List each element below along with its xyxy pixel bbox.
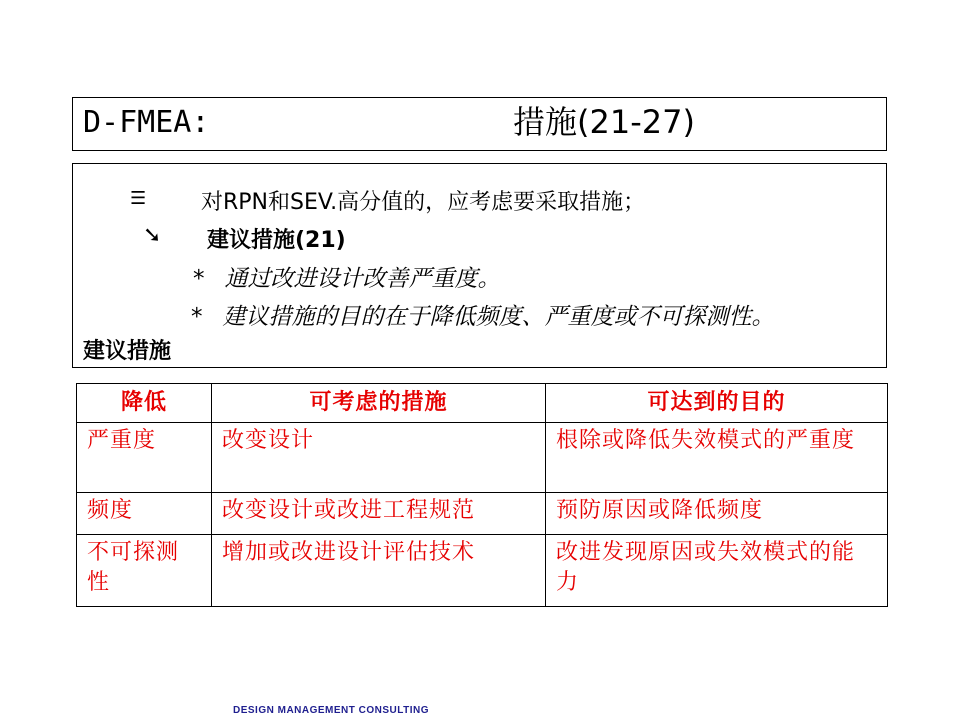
table-header-row (77, 384, 888, 423)
asterisk-bullet: * (191, 304, 203, 330)
table-row (77, 423, 888, 493)
table-cell: 不可探测性 (77, 535, 212, 607)
content-line-4-text: 建议措施的目的在于降低频度、严重度或不可探测性。 (222, 304, 775, 330)
content-line-2: 建议措施(21) (207, 228, 346, 253)
title-text: 措施(21-27) (513, 103, 695, 141)
title-box (72, 97, 887, 151)
table-row (77, 493, 888, 535)
table-header-cell: 降低 (77, 384, 212, 423)
content-line-5: 建议措施 (83, 339, 172, 364)
content-box (72, 163, 887, 368)
measures-table (76, 383, 888, 607)
list-bullet-icon: ☰ (130, 188, 147, 209)
content-line-1: 对RPN和SEV.高分值的，应考虑要采取措施； (201, 190, 646, 215)
asterisk-bullet: * (193, 266, 205, 292)
table-header-cell: 可达到的目的 (546, 384, 888, 423)
title-prefix: D-FMEA: (83, 105, 210, 140)
table-cell: 频度 (77, 493, 212, 535)
content-line-4 (191, 298, 775, 331)
table-cell: 根除或降低失效模式的严重度 (546, 423, 888, 493)
arrow-down-right-icon: ➘ (143, 223, 162, 248)
table-row (77, 535, 888, 607)
content-line-3-text: 通过改进设计改善严重度。 (224, 266, 501, 292)
table-cell: 增加或改进设计评估技术 (212, 535, 546, 607)
table-cell: 改变设计 (212, 423, 546, 493)
table-cell: 预防原因或降低频度 (546, 493, 888, 535)
table-cell: 严重度 (77, 423, 212, 493)
table-cell: 改进发现原因或失效模式的能力 (546, 535, 888, 607)
content-line-3 (193, 260, 501, 293)
table-header-cell: 可考虑的措施 (212, 384, 546, 423)
table-cell: 改变设计或改进工程规范 (212, 493, 546, 535)
footer-company: DESIGN MANAGEMENT CONSULTING (233, 705, 430, 716)
